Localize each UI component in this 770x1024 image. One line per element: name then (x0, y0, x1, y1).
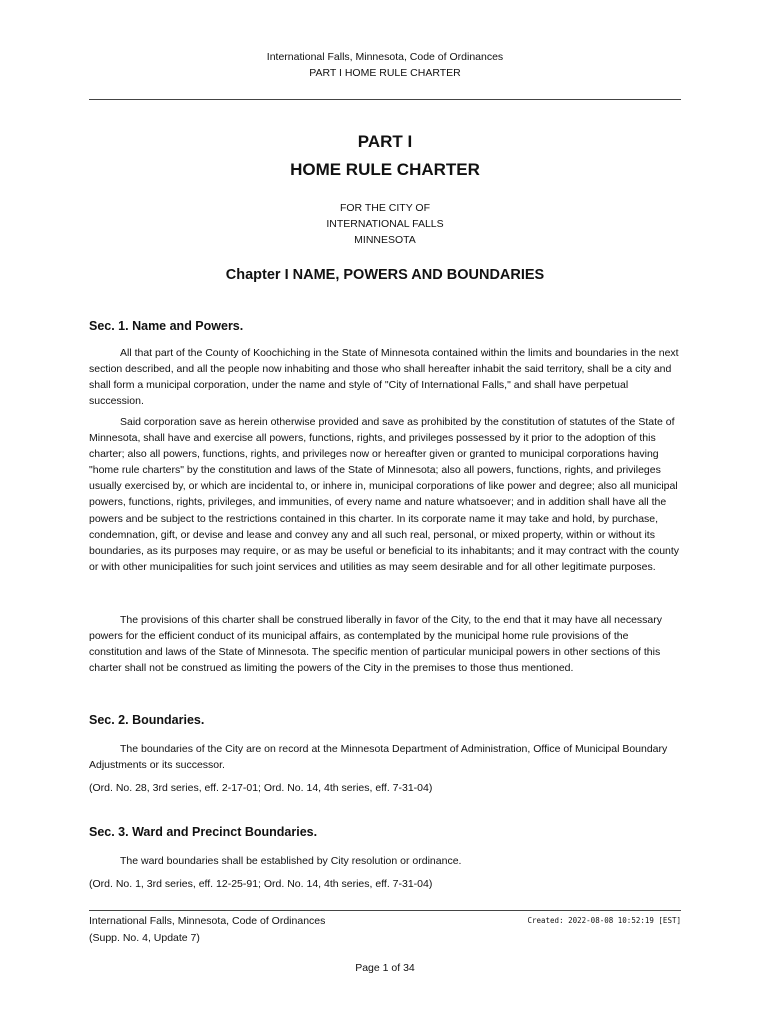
section-1-heading: Sec. 1. Name and Powers. (89, 319, 244, 333)
section-1-paragraph-1: All that part of the County of Koochiching in the State of Minnesota contained within the limits and boundaries in the next section described, and all the people now inhabiting and those who shall hereafter inhabit the said territory, shall be a city and shall form a municipal corporation, under the name and style of "City of International Falls," and shall have perpetual succession. (89, 347, 679, 408)
subtitle-line-3: MINNESOTA (354, 234, 416, 246)
section-3-paragraph-1: The ward boundaries shall be established by City resolution or ordinance. (120, 855, 462, 867)
part-title: PART I (357, 132, 413, 151)
section-3-history-note: (Ord. No. 1, 3rd series, eff. 12-25-91; Ord. No. 14, 4th series, eff. 7-31-04) (89, 878, 433, 890)
running-header-part-title: PART I HOME RULE CHARTER (309, 67, 461, 79)
subtitle-line-2: INTERNATIONAL FALLS (326, 218, 444, 230)
footer-divider (89, 910, 681, 911)
running-header-code-title: International Falls, Minnesota, Code of Ordinances (266, 51, 504, 63)
section-1-paragraph-3: The provisions of this charter shall be construed liberally in favor of the City, to the end that it may have all necessary powers for the efficient conduct of its municipal affairs, as contemplated by the municipal home rule provisions of the constitution and laws of the State of Minnesota. The specific mention of particular municipal powers in other sections of this charter shall not be construed as limiting the powers of the City in the premises to those thus mentioned. (89, 614, 662, 675)
page-number: Page 1 of 34 (355, 962, 415, 974)
charter-title: HOME RULE CHARTER (290, 160, 480, 179)
section-2-heading: Sec. 2. Boundaries. (89, 713, 205, 727)
footer-supplement: (Supp. No. 4, Update 7) (89, 932, 200, 944)
section-1-paragraph-2: Said corporation save as herein otherwise provided and save as prohibited by the constitution of statutes of the State of Minnesota, shall have and exercise all powers, functions, rights, and privileges possessed by it prior to the adoption of this charter; also all powers, functions, rights, and privileges now or hereafter given or granted to municipal corporations having "home rule charters" by the constitution and laws of the State of Minnesota; also all powers, functions, rights, and privileges usually exercised by, or which are incidental to, or inhere in, municipal corporations of like power and degree; also all municipal powers, functions, rights, privileges, and immunities, of every name and nature whatsoever; and in addition shall have all the powers and be subject to the restrictions contained in this charter. In its corporate name it may take and hold, by purchase, condemnation, gift, or devise and lease and convey any and all such real, personal, or mixed property, within or without its boundaries, as its purposes may require, or as may be useful or beneficial to its inhabitants; and it may contract with the county or with other municipalities for such joint services and utilities as may seem desirable and for all other legitimate purposes. (89, 416, 680, 573)
header-divider (89, 99, 681, 100)
section-3-heading: Sec. 3. Ward and Precinct Boundaries. (89, 825, 318, 839)
subtitle-line-1: FOR THE CITY OF (339, 202, 431, 214)
section-2-history-note: (Ord. No. 28, 3rd series, eff. 2-17-01; Ord. No. 14, 4th series, eff. 7-31-04) (89, 782, 433, 794)
section-2-paragraph-1: The boundaries of the City are on record at the Minnesota Department of Administration, Office of Municipal Boundary Adjustments or its successor. (89, 743, 668, 772)
chapter-heading: Chapter I NAME, POWERS AND BOUNDARIES (225, 267, 545, 283)
footer-code-title: International Falls, Minnesota, Code of Ordinances (89, 915, 326, 927)
footer-created-timestamp: Created: 2022-08-08 10:52:19 [EST] (527, 916, 681, 925)
